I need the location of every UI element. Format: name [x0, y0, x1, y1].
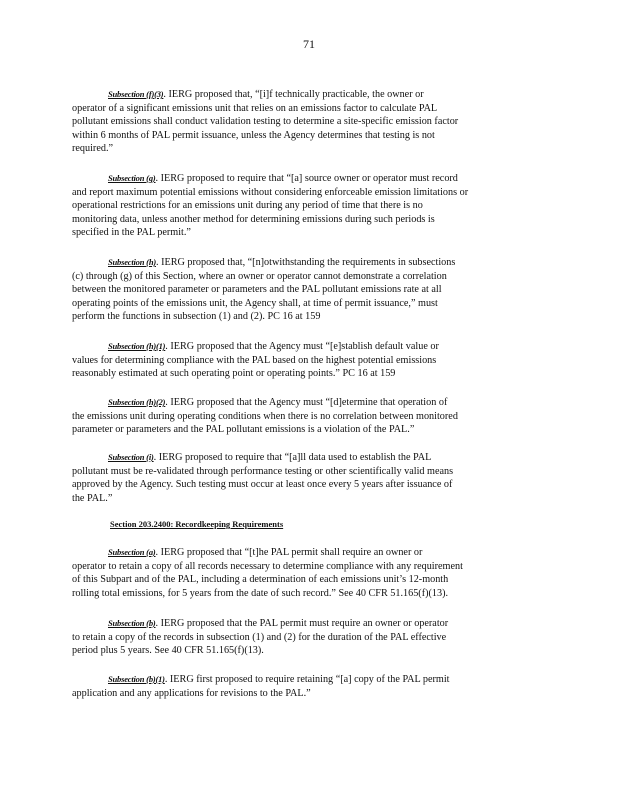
paragraph-line: period plus 5 years. See 40 CFR 51.165(f)(13).	[72, 645, 264, 657]
paragraph-subsection-a	[72, 546, 540, 600]
paragraph-line: approved by the Agency. Such testing must occur at least once every 5 years after issuance of	[72, 479, 453, 491]
paragraph-line: operator of a significant emissions unit that relies on an emissions factor to calculate PAL	[72, 102, 438, 114]
paragraph-line: Subsection (b)(1). IERG first proposed to require retaining “[a] copy of the PAL permit	[108, 674, 450, 685]
subsection-label: Subsection (g)	[108, 173, 156, 183]
paragraph-line: Subsection (f)(3). IERG proposed that, “[i]f technically practicable, the owner or	[108, 89, 424, 100]
subsection-label: Subsection (a)	[108, 547, 156, 557]
subsection-label: Subsection (b)(1)	[108, 674, 165, 684]
paragraph-line: of this Subpart and of the PAL, including a determination of each emissions unit’s 12-month	[72, 574, 449, 586]
subsection-label: Subsection (b)	[108, 618, 156, 628]
paragraph-subsection-g	[72, 172, 540, 240]
paragraph-line: Subsection (g). IERG proposed to require that “[a] source owner or operator must record	[108, 173, 458, 184]
paragraph-line: values for determining compliance with the PAL based on the highest potential emissions	[72, 354, 437, 366]
paragraph-subsection-h1	[72, 340, 540, 381]
paragraph-line: reasonably estimated at such operating point or operating points.” PC 16 at 159	[72, 368, 396, 380]
paragraph-line: specified in the PAL permit.”	[72, 227, 191, 239]
subsection-label: Subsection (i)	[108, 452, 154, 462]
paragraph-line: between the monitored parameter or parameters and the PAL pollutant emissions rate at all	[72, 284, 442, 296]
paragraph-line: to retain a copy of the records in subsection (1) and (2) for the duration of the PAL effective	[72, 631, 447, 643]
paragraph-line: operator to retain a copy of all records necessary to determine compliance with any requirement	[72, 560, 463, 572]
section-heading: Section 203.2400: Recordkeeping Requirements	[110, 519, 284, 529]
paragraph-subsection-f3	[72, 88, 540, 156]
paragraph-line: required.”	[72, 143, 114, 155]
subsection-label: Subsection (h)(1)	[108, 341, 166, 351]
subsection-label: Subsection (h)	[108, 257, 156, 267]
paragraph-subsection-b	[72, 617, 540, 658]
paragraph-line: within 6 months of PAL permit issuance, unless the Agency determines that testing is not	[72, 129, 435, 141]
paragraph-line: rolling total emissions, for 5 years from the date of such record.” See 40 CFR 51.165(f)(13).	[72, 587, 449, 599]
subsection-label: Subsection (h)(2)	[108, 397, 166, 407]
paragraph-line: the emissions unit during operating conditions when there is no correlation between monitored	[72, 410, 458, 422]
paragraph-subsection-b1	[72, 673, 540, 700]
paragraph-line: operational restrictions for an emissions unit during any period of time that there is no	[72, 200, 423, 212]
paragraph-line: monitoring data, unless another method for determining emissions during such periods is	[72, 213, 435, 225]
paragraph-subsection-h2	[72, 396, 540, 437]
paragraph-line: (c) through (g) of this Section, where an owner or operator cannot demonstrate a correlation	[72, 270, 447, 282]
paragraph-line: application and any applications for revisions to the PAL.”	[72, 687, 311, 699]
paragraph-line: and report maximum potential emissions without considering enforceable emission limitations or	[72, 186, 469, 198]
paragraph-line: Subsection (h)(2). IERG proposed that the Agency must “[d]etermine that operation of	[108, 397, 448, 408]
paragraph-line: perform the functions in subsection (1) and (2). PC 16 at 159	[72, 311, 321, 323]
paragraph-subsection-h	[72, 256, 540, 324]
paragraph-line: Subsection (h). IERG proposed that, “[n]otwithstanding the requirements in subsections	[108, 257, 456, 268]
page-number: 71	[303, 37, 315, 51]
paragraph-line: operating points of the emissions unit, the Agency shall, at time of permit issuance,” must	[72, 297, 438, 309]
paragraph-line: Subsection (b). IERG proposed that the PAL permit must require an owner or operator	[108, 618, 449, 629]
paragraph-line: parameter or parameters and the PAL pollutant emissions is a violation of the PAL.”	[72, 424, 415, 436]
paragraph-subsection-i	[72, 451, 540, 505]
paragraph-line: Subsection (a). IERG proposed that “[t]he PAL permit shall require an owner or	[108, 547, 423, 558]
paragraph-line: pollutant emissions shall conduct validation testing to determine a site-specific emission factor	[72, 116, 459, 128]
paragraph-line: Subsection (i). IERG proposed to require that “[a]ll data used to establish the PAL	[108, 452, 432, 463]
subsection-label: Subsection (f)(3)	[108, 89, 164, 99]
paragraph-line: the PAL.”	[72, 492, 113, 504]
paragraph-line: Subsection (h)(1). IERG proposed that the Agency must “[e]stablish default value or	[108, 341, 439, 352]
paragraph-line: pollutant must be re-validated through performance testing or other scientifically valid means	[72, 465, 454, 477]
